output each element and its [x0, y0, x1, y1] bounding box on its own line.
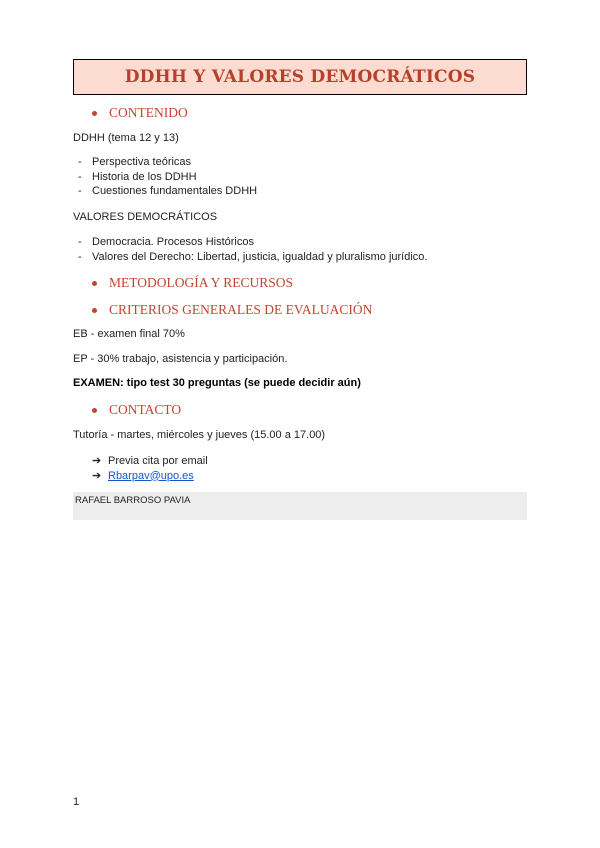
arrow-right-icon: ➔: [92, 455, 102, 467]
list-item: - Valores del Derecho: Libertad, justicia, igualdad y pluralismo jurídico.: [78, 250, 428, 263]
arrow-right-icon: ➔: [92, 470, 102, 482]
bullet-icon: [92, 308, 97, 313]
page-number: 1: [73, 796, 80, 808]
eval-ep: EP - 30% trabajo, asistencia y participación.: [73, 353, 288, 365]
valores-list: [78, 235, 427, 264]
bullet-icon: [92, 408, 97, 413]
eval-eb: EB - examen final 70%: [73, 328, 185, 340]
section-heading-criterios: CRITERIOS GENERALES DE EVALUACIÓN: [92, 302, 372, 318]
author-box: [73, 492, 527, 520]
list-item: - Cuestiones fundamentales DDHH: [78, 185, 258, 198]
list-item: ➔ Previa cita por email: [92, 454, 208, 467]
list-item: - Democracia. Procesos Históricos: [78, 236, 254, 249]
valores-intro: VALORES DEMOCRÁTICOS: [73, 211, 218, 223]
email-link[interactable]: Rbarpav@upo.es: [108, 469, 194, 482]
eval-examen: EXAMEN: tipo test 30 preguntas (se puede decidir aún): [73, 377, 361, 389]
title-box: [73, 59, 527, 95]
bullet-icon: [92, 111, 97, 116]
document-title: DDHH Y VALORES DEMOCRÁTICOS: [124, 67, 476, 87]
section-heading-contacto: CONTACTO: [92, 402, 181, 418]
ddhh-list: [78, 155, 257, 199]
bullet-icon: [92, 281, 97, 286]
tutoria-text: Tutoría - martes, miércoles y jueves (15.00 a 17.00): [73, 429, 326, 441]
ddhh-intro: DDHH (tema 12 y 13): [73, 132, 179, 144]
contact-list: [92, 453, 208, 483]
section-heading-metodologia: METODOLOGÍA Y RECURSOS: [92, 275, 293, 291]
list-item: [92, 468, 208, 483]
list-item: - Historia de los DDHH: [78, 170, 197, 183]
list-item: - Perspectiva teóricas: [78, 156, 192, 169]
section-heading-contenido: CONTENIDO: [92, 105, 188, 121]
author-name: RAFAEL BARROSO PAVIA: [75, 495, 191, 506]
